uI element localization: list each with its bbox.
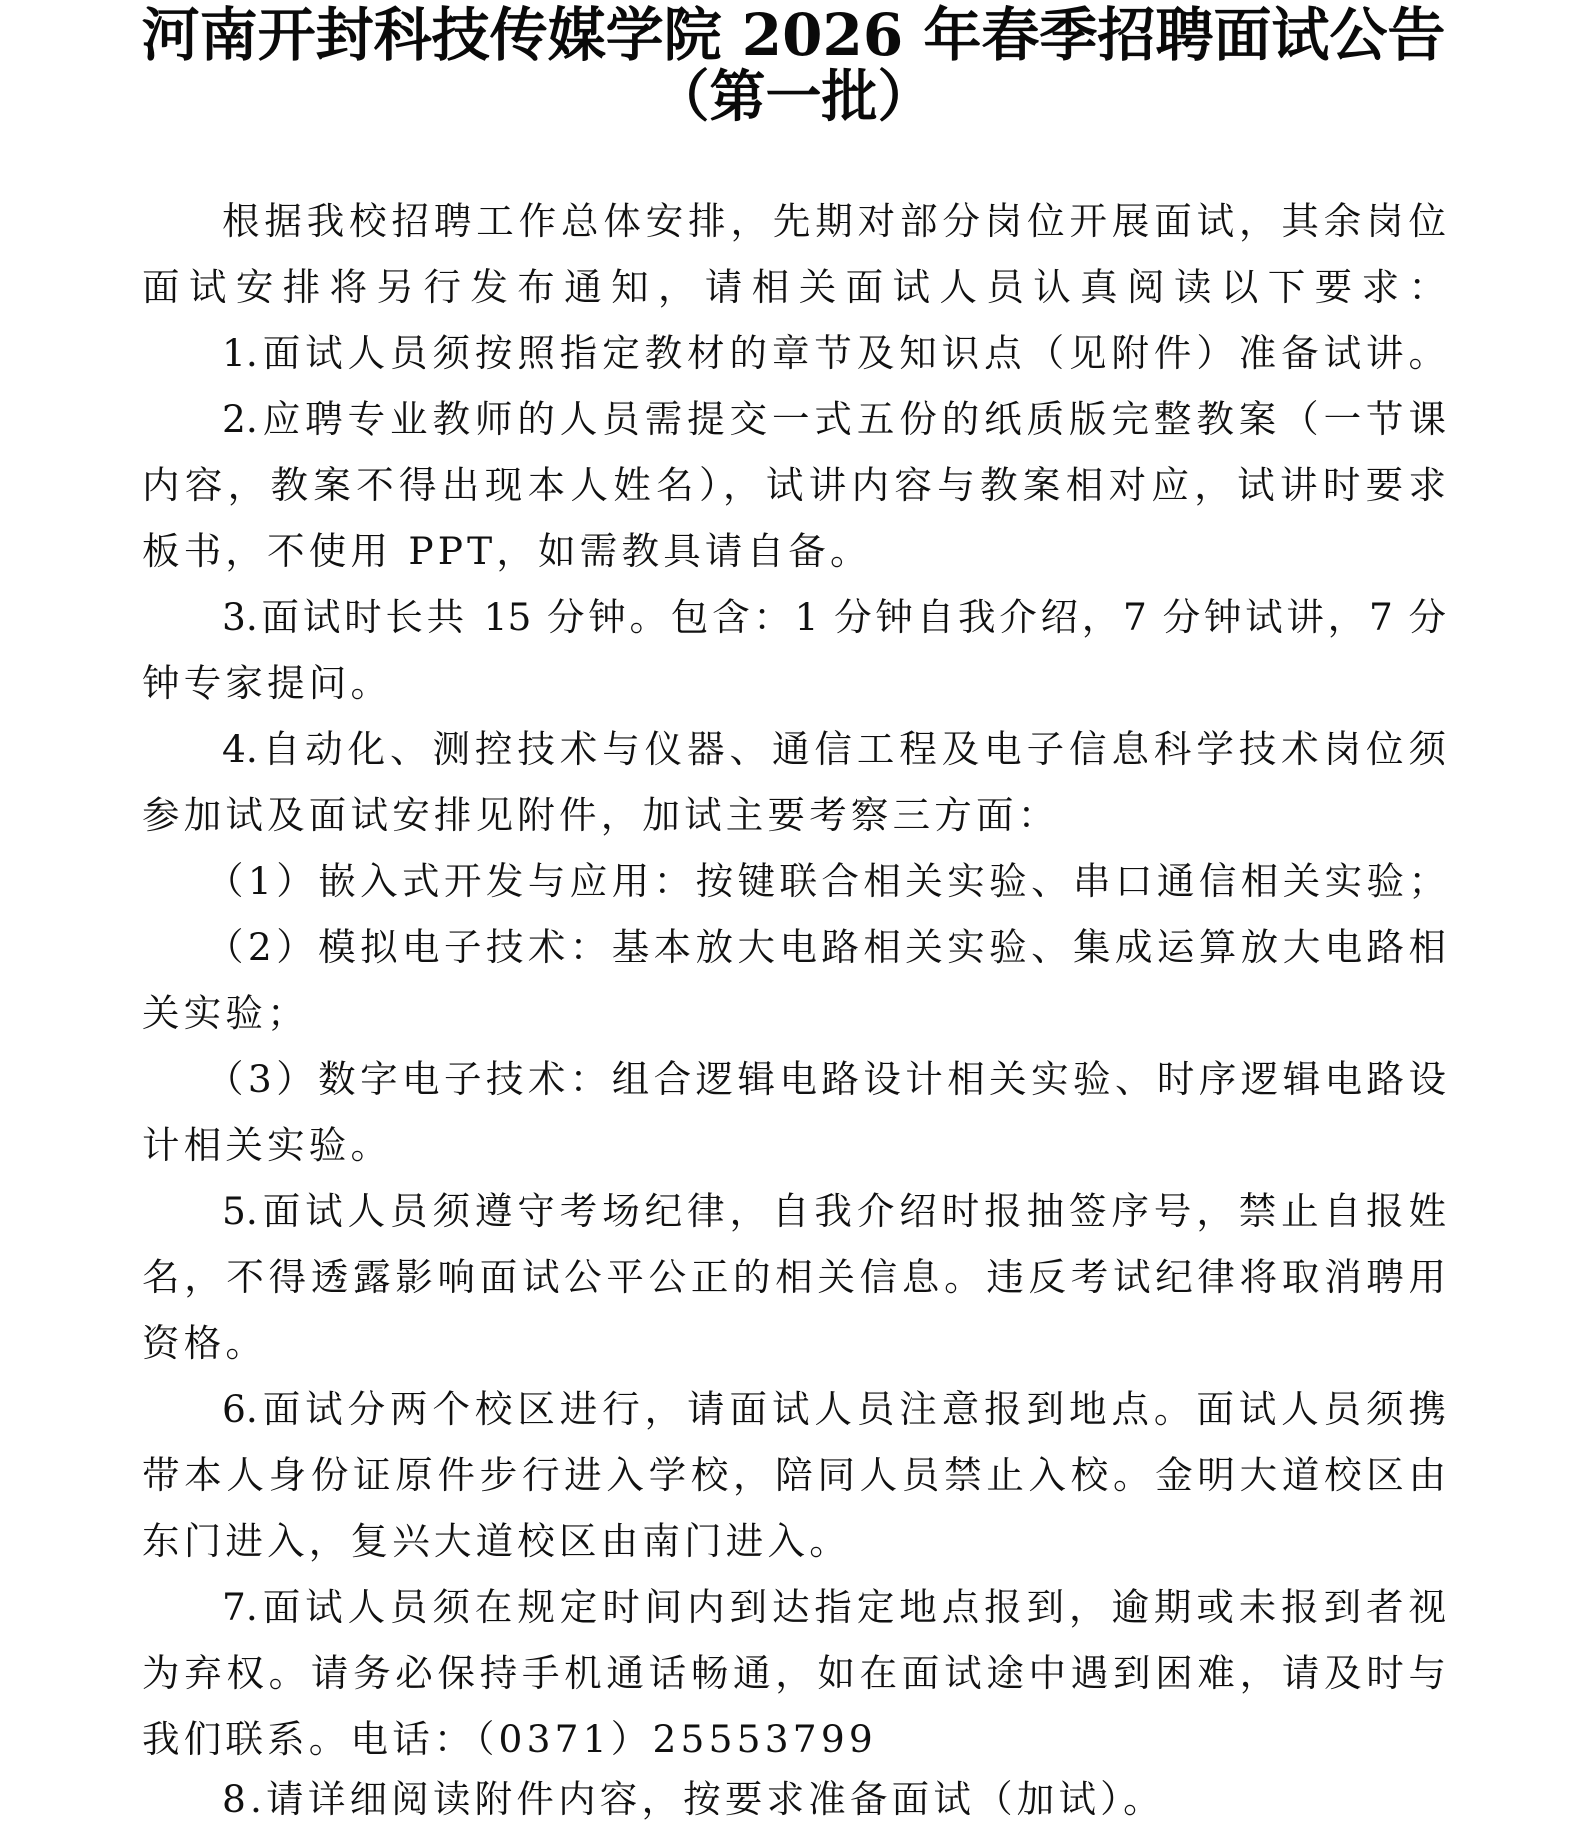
paragraph-line: 7.面试人员须在规定时间内到达指定地点报到，逾期或未报到者视 xyxy=(222,1585,1446,1629)
paragraph-line: 5.面试人员须遵守考场纪律，自我介绍时报抽签序号，禁止自报姓 xyxy=(222,1189,1446,1233)
paragraph-line: （1）嵌入式开发与应用：按键联合相关实验、串口通信相关实验； xyxy=(206,859,1446,903)
paragraph-line: 8.请详细阅读附件内容，按要求准备面试（加试）。 xyxy=(222,1777,1165,1821)
document-subtitle: （第一批） xyxy=(653,64,934,130)
paragraph-line: 内容，教案不得出现本人姓名），试讲内容与教案相对应，试讲时要求 xyxy=(142,463,1446,507)
phone-contact-line: 我们联系。电话：（0371）25553799 xyxy=(142,1717,877,1761)
paragraph-line: （3）数字电子技术：组合逻辑电路设计相关实验、时序逻辑电路设 xyxy=(206,1057,1446,1101)
paragraph-line: 钟专家提问。 xyxy=(142,661,393,705)
paragraph-line: 根据我校招聘工作总体安排，先期对部分岗位开展面试，其余岗位 xyxy=(222,199,1446,243)
paragraph-line: 3.面试时长共 15 分钟。包含：1 分钟自我介绍，7 分钟试讲，7 分 xyxy=(222,595,1446,639)
paragraph-line: 名，不得透露影响面试公平公正的相关信息。违反考试纪律将取消聘用 xyxy=(142,1255,1446,1299)
paragraph-line: 6.面试分两个校区进行，请面试人员注意报到地点。面试人员须携 xyxy=(222,1387,1446,1431)
paragraph-line: 资格。 xyxy=(142,1321,268,1365)
document-title: 河南开封科技传媒学院 2026 年春季招聘面试公告 xyxy=(141,1,1446,69)
paragraph-line: 面试安排将另行发布通知，请相关面试人员认真阅读以下要求： xyxy=(142,265,1446,309)
paragraph-line: 计相关实验。 xyxy=(142,1123,393,1167)
paragraph-line: 为弃权。请务必保持手机通话畅通，如在面试途中遇到困难，请及时与 xyxy=(142,1651,1446,1695)
paragraph-line: （2）模拟电子技术：基本放大电路相关实验、集成运算放大电路相 xyxy=(206,925,1446,969)
paragraph-line: 关实验； xyxy=(142,991,309,1035)
paragraph-line: 带本人身份证原件步行进入学校，陪同人员禁止入校。金明大道校区由 xyxy=(142,1453,1446,1497)
paragraph-line: 参加试及面试安排见附件，加试主要考察三方面： xyxy=(142,793,1060,837)
paragraph-line: 2.应聘专业教师的人员需提交一式五份的纸质版完整教案（一节课 xyxy=(222,397,1446,441)
paragraph-line: 板书，不使用 PPT，如需教具请自备。 xyxy=(142,529,872,573)
paragraph-line: 4.自动化、测控技术与仪器、通信工程及电子信息科学技术岗位须 xyxy=(222,727,1446,771)
paragraph-line: 1.面试人员须按照指定教材的章节及知识点（见附件）准备试讲。 xyxy=(222,331,1446,375)
paragraph-line: 东门进入，复兴大道校区由南门进入。 xyxy=(142,1519,851,1563)
